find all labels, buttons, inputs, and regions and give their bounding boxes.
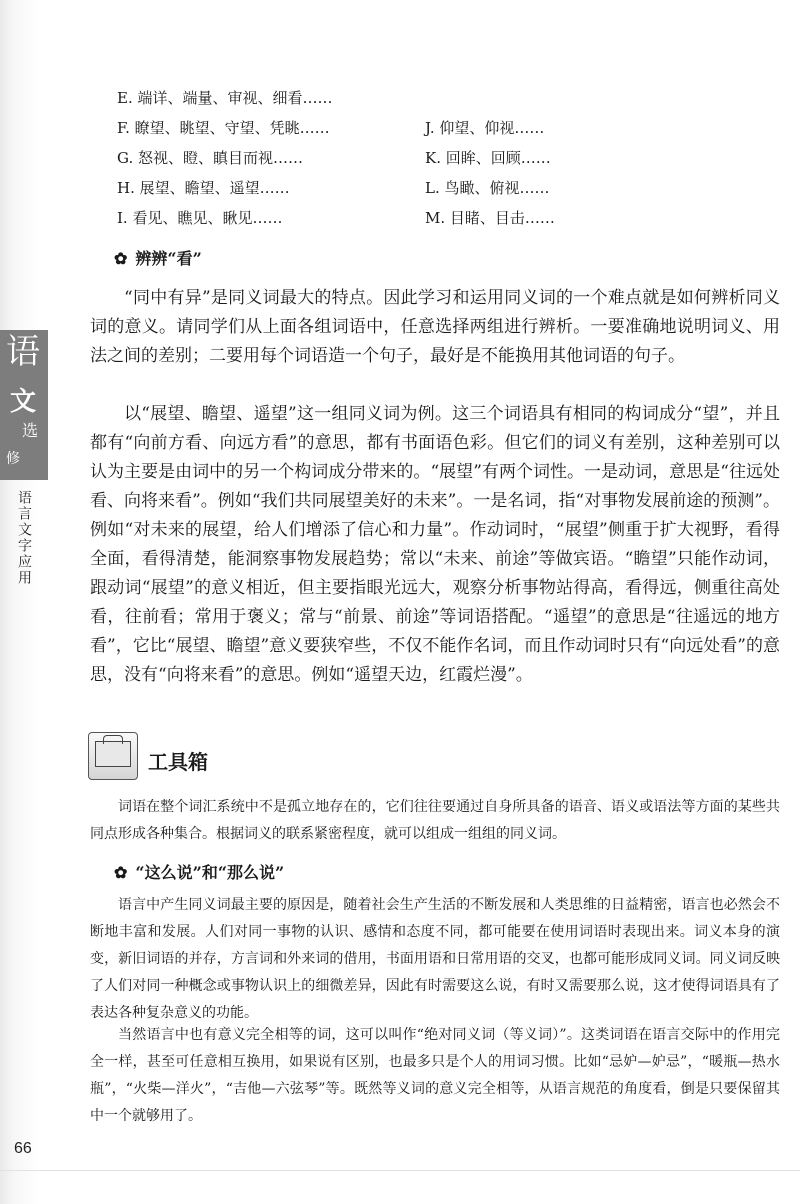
flower-icon: ✿: [114, 249, 128, 268]
toolbox-header: [88, 732, 388, 782]
word-group-right: M. 目睹、目击……: [425, 209, 555, 227]
section-heading-bianbian: [114, 246, 202, 269]
book-section-label: 语言文字应用: [16, 490, 32, 586]
bottom-divider: [0, 1170, 800, 1171]
toolbox-paragraph: 词语在整个词汇系统中不是孤立地存在的，它们往往要通过自身所具备的语音、语义或语法等方面的某些共同点形成各种集合。根据词义的联系紧密程度，就可以组成一组组的同义词。: [90, 799, 780, 842]
body-paragraph: 语言中产生同义词最主要的原因是，随着社会生产生活的不断发展和人类思维的日益精密，语言也必然会不断地丰富和发展。人们对同一事物的认识、感情和态度不同，都可能要在使用词语时表现出来。词义本身的演变，新旧词语的并存，方言词和外来词的借用，书面用语和日常用语的交叉，也都可能形成同义词。同义词反映了人们对同一种概念或事物认识上的细微差异，因此有时需要这么说，有时又需要那么说，这才使得词语具有了表达各种复杂意义的功能。: [90, 897, 780, 1021]
toolbox-icon: [88, 732, 138, 780]
word-group-left: F. 瞭望、眺望、守望、凭眺……: [117, 119, 330, 137]
toolbox-title: 工具箱: [148, 750, 208, 774]
page-number: 66: [14, 1140, 32, 1157]
chapter-tab: [0, 330, 48, 480]
section-heading-text: 辨辨“看”: [135, 249, 202, 268]
section-heading-zheme-name: [114, 860, 284, 883]
flower-icon: ✿: [114, 863, 128, 882]
word-group-left: H. 展望、瞻望、遥望……: [117, 179, 290, 197]
word-group-left: I. 看见、瞧见、瞅见……: [117, 209, 283, 227]
word-group-right: J. 仰望、仰视……: [425, 119, 545, 137]
section-heading-text: “这么说”和“那么说”: [135, 863, 285, 882]
body-paragraph: 以“展望、瞻望、遥望”这一组同义词为例。这三个词语具有相同的构词成分“望”，并且都有“向前方看、向远方看”的意思，都有书面语色彩。但它们的词义有差别，这种差别可以认为主要是由词中的另一个构词成分带来的。“展望”有两个词性。一是动词，意思是“往远处看、向将来看”。例如“我们共同展望美好的未来”。一是名词，指“对事物发展前途的预测”。例如“对未来的展望，给人们增添了信心和力量”。作动词时，“展望”侧重于扩大视野，看得全面，看得清楚，能洞察事物发展趋势；常以“未来、前途”等做宾语。“瞻望”只能作动词，跟动词“展望”的意义相近，但主要指眼光远大，观察分析事物站得高，看得远，侧重往高处看，往前看；常用于褒义；常与“前景、前途”等词语搭配。“遥望”的意思是“往遥远的地方看”，它比“展望、瞻望”意义要狭窄些，不仅不能作名词，而且作动词时只有“向远处看”的意思，没有“向将来看”的意思。例如“遥望天边，红霞烂漫”。: [90, 404, 780, 685]
tab-char-1: 语: [6, 332, 40, 372]
tab-char-3: 选: [22, 421, 39, 440]
body-paragraph: “同中有异”是同义词最大的特点。因此学习和运用同义词的一个难点就是如何辨析同义词的意义。请同学们从上面各组词语中，任意选择两组进行辨析。一要准确地说明词义、用法之间的差别；二要用每个词语造一个句子，最好是不能换用其他词语的句子。: [90, 288, 780, 366]
body-paragraph: 当然语言中也有意义完全相等的词，这可以叫作“绝对同义词（等义词）”。这类词语在语言交际中的作用完全一样，甚至可任意相互换用，如果说有区别，也最多只是个人的用词习惯。比如“忌妒—妒忌”，“暖瓶—热水瓶”，“火柴—洋火”，“吉他—六弦琴”等。既然等义词的意义完全相等，从语言规范的角度看，倒是只要保留其中一个就够用了。: [90, 1027, 780, 1124]
word-group-right: L. 鸟瞰、俯视……: [425, 179, 550, 197]
word-group-left: E. 端详、端量、审视、细看……: [117, 89, 333, 107]
word-group-left: G. 怒视、瞪、瞋目而视……: [117, 149, 303, 167]
tab-char-2: 文: [10, 387, 37, 417]
word-group-right: K. 回眸、回顾……: [425, 149, 551, 167]
tab-char-4: 修: [6, 451, 20, 467]
